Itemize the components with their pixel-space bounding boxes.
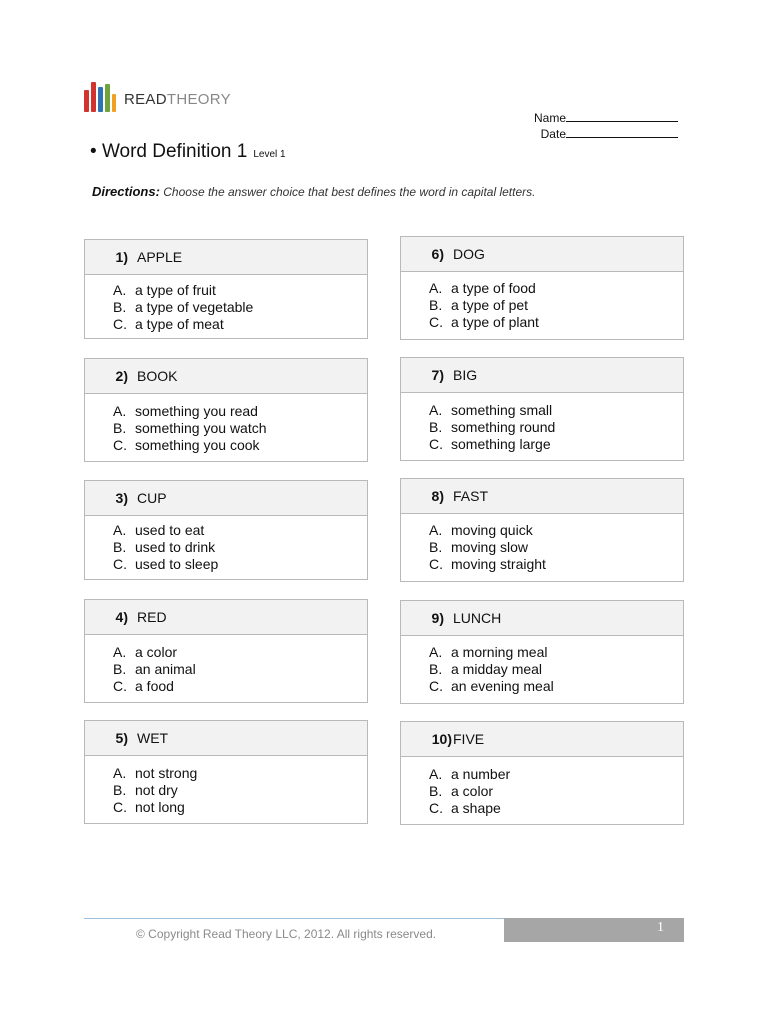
answer-option[interactable]: C. a food	[113, 678, 174, 694]
answer-option[interactable]: C. a shape	[429, 800, 501, 816]
bullet: •	[90, 141, 97, 162]
answer-option[interactable]: C. something large	[429, 436, 551, 452]
name-date-fields	[534, 110, 678, 142]
question-card-8	[400, 478, 684, 582]
answer-option[interactable]: A. something small	[429, 402, 553, 418]
question-header	[85, 600, 367, 635]
answer-option[interactable]: B. something you watch	[113, 420, 267, 436]
question-number: 4)	[115, 609, 128, 625]
question-word: BOOK	[137, 368, 178, 384]
copyright-text: © Copyright Read Theory LLC, 2012. All rights reserved.	[136, 927, 437, 941]
readtheory-logo	[84, 80, 231, 112]
question-card-1	[84, 239, 368, 339]
answer-option[interactable]: A. not strong	[113, 765, 198, 781]
page-number-box	[504, 918, 684, 942]
question-word: FAST	[453, 488, 489, 504]
answer-option[interactable]: B. an animal	[113, 661, 196, 677]
name-field[interactable]: Name	[534, 110, 678, 126]
question-word: LUNCH	[453, 610, 502, 626]
question-card-10	[400, 721, 684, 825]
worksheet-title	[90, 141, 286, 163]
answer-option[interactable]: A. a number	[429, 766, 511, 782]
question-card-4	[84, 599, 368, 703]
question-header	[401, 479, 683, 514]
question-number: 3)	[115, 490, 128, 506]
answer-option[interactable]: B. a color	[429, 783, 494, 799]
answer-option[interactable]: B. not dry	[113, 782, 178, 798]
title-text: Word Definition 1	[101, 141, 248, 162]
answer-option[interactable]: C. used to sleep	[113, 556, 219, 572]
answer-option[interactable]: A. a color	[113, 644, 178, 660]
question-number: 8)	[431, 488, 444, 504]
question-header	[85, 359, 367, 394]
answer-option[interactable]: C. something you cook	[113, 437, 260, 453]
question-number: 2)	[115, 368, 128, 384]
question-number: 7)	[431, 367, 444, 383]
question-card-3	[84, 480, 368, 580]
answer-option[interactable]: C. moving straight	[429, 556, 546, 572]
question-word: BIG	[453, 367, 478, 383]
question-number: 5)	[115, 730, 128, 746]
answer-option[interactable]: A. a morning meal	[429, 644, 548, 660]
answer-option[interactable]: C. an evening meal	[429, 678, 554, 694]
directions	[92, 184, 535, 199]
question-header	[85, 481, 367, 516]
footer-divider	[84, 918, 504, 919]
question-word: CUP	[137, 490, 167, 506]
question-header	[401, 722, 683, 757]
logo-wordmark: READTHEORY	[124, 91, 231, 108]
directions-text: Choose the answer choice that best defines the word in capital letters.	[163, 185, 536, 199]
answer-option[interactable]: A. a type of food	[429, 280, 536, 296]
answer-option[interactable]: C. not long	[113, 799, 185, 815]
answer-option[interactable]: B. a midday meal	[429, 661, 543, 677]
question-word: DOG	[453, 246, 485, 262]
answer-option[interactable]: B. a type of vegetable	[113, 299, 254, 315]
answer-option[interactable]: B. moving slow	[429, 539, 529, 555]
page-number: 1	[657, 920, 664, 935]
question-card-6	[400, 236, 684, 340]
answer-option[interactable]: A. used to eat	[113, 522, 205, 538]
question-header	[85, 240, 367, 275]
question-word: FIVE	[453, 731, 485, 747]
question-header	[401, 237, 683, 272]
answer-option[interactable]: C. a type of plant	[429, 314, 539, 330]
answer-option[interactable]: A. moving quick	[429, 522, 533, 538]
question-number: 6)	[431, 246, 444, 262]
question-header	[401, 358, 683, 393]
question-card-7	[400, 357, 684, 461]
answer-option[interactable]: B. a type of pet	[429, 297, 529, 313]
level-label: Level 1	[253, 149, 286, 160]
question-number: 1)	[115, 249, 128, 265]
question-header	[401, 601, 683, 636]
answer-option[interactable]: A. a type of fruit	[113, 282, 216, 298]
date-field[interactable]: Date	[534, 126, 678, 142]
question-number: 10)	[431, 731, 452, 747]
directions-label: Directions:	[92, 184, 160, 199]
question-card-9	[400, 600, 684, 704]
question-card-2	[84, 358, 368, 462]
question-word: RED	[137, 609, 167, 625]
question-number: 9)	[431, 610, 444, 626]
answer-option[interactable]: B. something round	[429, 419, 556, 435]
question-header	[85, 721, 367, 756]
answer-option[interactable]: C. a type of meat	[113, 316, 224, 332]
question-word: APPLE	[137, 249, 183, 265]
books-logo-icon	[84, 80, 116, 112]
answer-option[interactable]: B. used to drink	[113, 539, 216, 555]
answer-option[interactable]: A. something you read	[113, 403, 258, 419]
question-card-5	[84, 720, 368, 824]
question-word: WET	[137, 730, 169, 746]
